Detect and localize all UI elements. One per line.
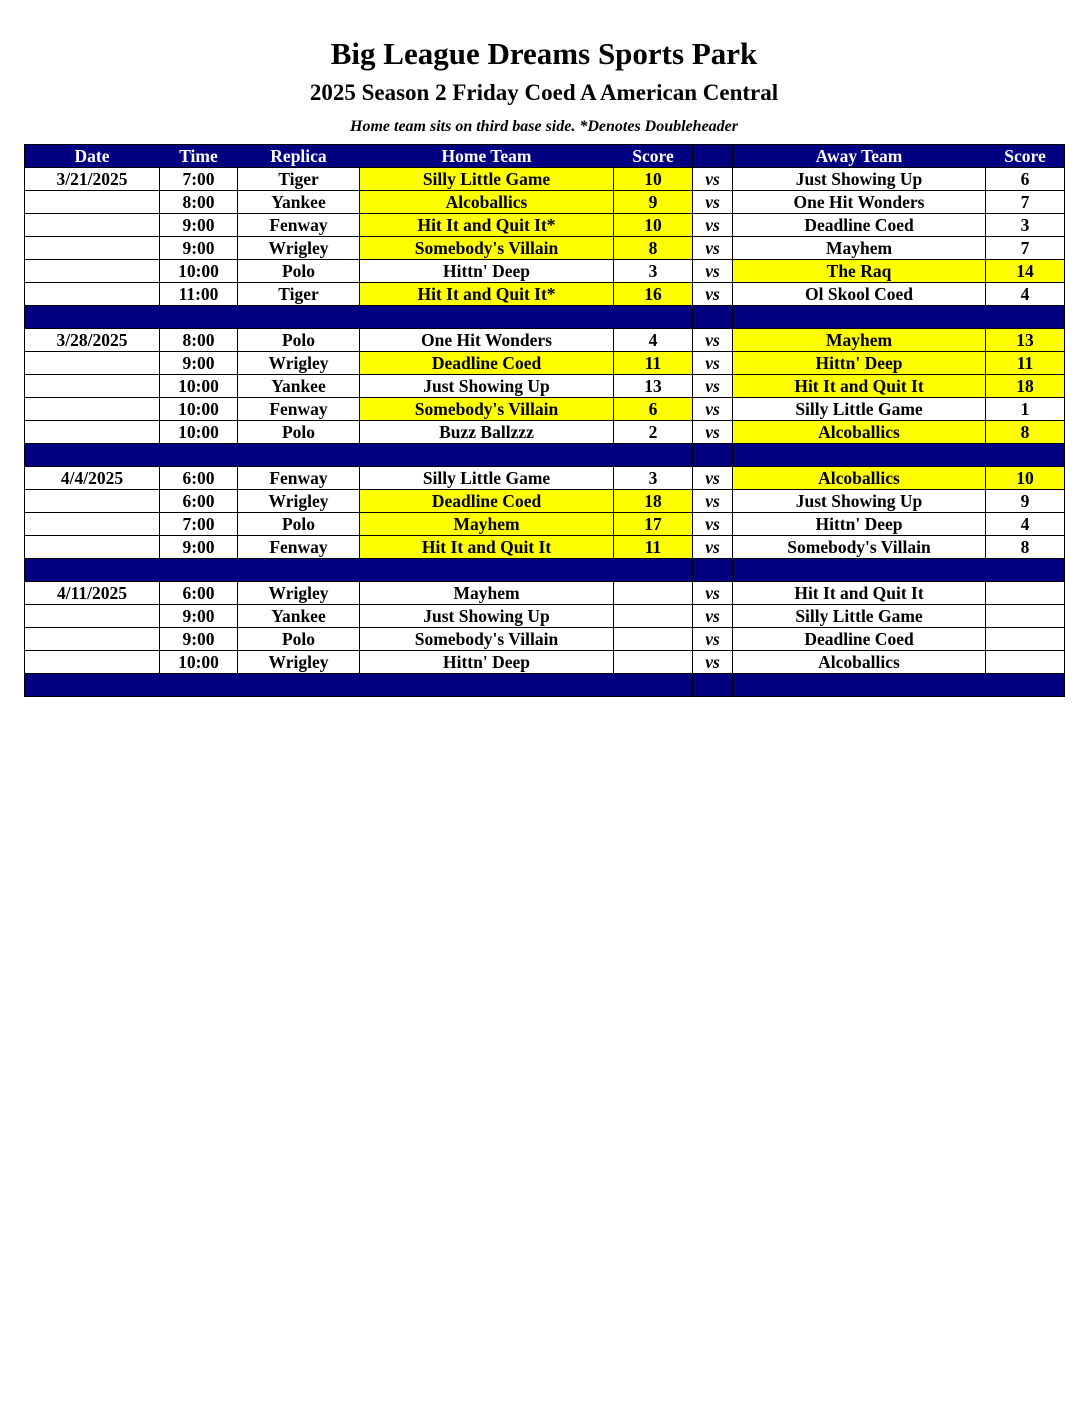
home-score: 6 — [614, 398, 693, 421]
game-date — [25, 237, 160, 260]
field-replica: Fenway — [238, 467, 360, 490]
away-team: Deadline Coed — [733, 628, 986, 651]
game-row — [25, 628, 1065, 651]
field-replica: Yankee — [238, 191, 360, 214]
game-time: 7:00 — [160, 513, 238, 536]
vs-label: vs — [693, 421, 733, 444]
field-replica: Polo — [238, 421, 360, 444]
field-replica: Fenway — [238, 536, 360, 559]
away-score: 18 — [986, 375, 1065, 398]
field-replica: Yankee — [238, 605, 360, 628]
away-team: Just Showing Up — [733, 490, 986, 513]
home-team: Buzz Ballzzz — [360, 421, 614, 444]
home-team: Hittn' Deep — [360, 651, 614, 674]
home-team: Just Showing Up — [360, 375, 614, 398]
away-score: 10 — [986, 467, 1065, 490]
home-team: Deadline Coed — [360, 490, 614, 513]
separator-cell — [986, 444, 1065, 467]
game-time: 6:00 — [160, 467, 238, 490]
game-date — [25, 283, 160, 306]
vs-label: vs — [693, 168, 733, 191]
home-team: Hit It and Quit It* — [360, 214, 614, 237]
away-score: 8 — [986, 421, 1065, 444]
separator-cell — [986, 306, 1065, 329]
week-separator-row — [25, 674, 1065, 697]
page-subtitle: 2025 Season 2 Friday Coed A American Central — [309, 80, 779, 105]
separator-cell — [160, 306, 238, 329]
home-score: 8 — [614, 237, 693, 260]
home-team: Deadline Coed — [360, 352, 614, 375]
away-team: Hittn' Deep — [733, 513, 986, 536]
separator-cell — [160, 559, 238, 582]
home-team: Hittn' Deep — [360, 260, 614, 283]
home-score: 11 — [614, 352, 693, 375]
away-score — [986, 628, 1065, 651]
game-date: 4/4/2025 — [25, 467, 160, 490]
vs-label: vs — [693, 214, 733, 237]
game-row — [25, 513, 1065, 536]
page-title: Big League Dreams Sports Park — [330, 36, 758, 71]
home-team: Hit It and Quit It — [360, 536, 614, 559]
game-row — [25, 168, 1065, 191]
home-team: Silly Little Game — [360, 467, 614, 490]
game-date: 3/28/2025 — [25, 329, 160, 352]
separator-cell — [238, 306, 360, 329]
home-score: 10 — [614, 168, 693, 191]
separator-cell — [614, 674, 693, 697]
separator-cell — [614, 559, 693, 582]
home-score: 17 — [614, 513, 693, 536]
away-score — [986, 651, 1065, 674]
away-score: 3 — [986, 214, 1065, 237]
game-date — [25, 651, 160, 674]
game-row — [25, 490, 1065, 513]
separator-cell — [360, 674, 614, 697]
away-team: Silly Little Game — [733, 398, 986, 421]
vs-label: vs — [693, 467, 733, 490]
game-time: 9:00 — [160, 536, 238, 559]
game-date — [25, 513, 160, 536]
game-time: 11:00 — [160, 283, 238, 306]
game-row — [25, 398, 1065, 421]
home-score: 9 — [614, 191, 693, 214]
game-time: 10:00 — [160, 421, 238, 444]
field-replica: Polo — [238, 513, 360, 536]
game-row — [25, 214, 1065, 237]
home-team: One Hit Wonders — [360, 329, 614, 352]
separator-cell — [986, 674, 1065, 697]
column-header-replica: Replica — [238, 145, 360, 168]
away-score: 14 — [986, 260, 1065, 283]
separator-cell — [25, 559, 160, 582]
away-team: Mayhem — [733, 237, 986, 260]
game-row — [25, 283, 1065, 306]
vs-label: vs — [693, 283, 733, 306]
game-date — [25, 352, 160, 375]
home-score: 3 — [614, 260, 693, 283]
game-time: 7:00 — [160, 168, 238, 191]
separator-cell — [360, 306, 614, 329]
separator-cell — [733, 674, 986, 697]
vs-label: vs — [693, 582, 733, 605]
game-time: 6:00 — [160, 490, 238, 513]
game-row — [25, 260, 1065, 283]
separator-cell — [238, 444, 360, 467]
week-separator-row — [25, 444, 1065, 467]
game-time: 8:00 — [160, 191, 238, 214]
game-date — [25, 536, 160, 559]
separator-cell — [238, 674, 360, 697]
field-replica: Wrigley — [238, 237, 360, 260]
vs-label: vs — [693, 536, 733, 559]
game-date — [25, 214, 160, 237]
home-score: 13 — [614, 375, 693, 398]
separator-cell — [238, 559, 360, 582]
schedule-body — [25, 168, 1065, 697]
away-team: Hit It and Quit It — [733, 582, 986, 605]
away-team: Alcoballics — [733, 467, 986, 490]
away-team: Mayhem — [733, 329, 986, 352]
away-team: Hittn' Deep — [733, 352, 986, 375]
separator-cell — [160, 674, 238, 697]
separator-cell — [733, 306, 986, 329]
separator-cell — [733, 444, 986, 467]
game-row — [25, 375, 1065, 398]
home-score: 16 — [614, 283, 693, 306]
game-time: 6:00 — [160, 582, 238, 605]
home-team: Hit It and Quit It* — [360, 283, 614, 306]
column-header-date: Date — [25, 145, 160, 168]
field-replica: Polo — [238, 260, 360, 283]
game-time: 10:00 — [160, 398, 238, 421]
vs-label: vs — [693, 260, 733, 283]
game-date: 4/11/2025 — [25, 582, 160, 605]
away-score: 6 — [986, 168, 1065, 191]
home-team: Somebody's Villain — [360, 237, 614, 260]
field-replica: Tiger — [238, 168, 360, 191]
game-date — [25, 421, 160, 444]
home-score — [614, 628, 693, 651]
home-team: Silly Little Game — [360, 168, 614, 191]
game-time: 9:00 — [160, 214, 238, 237]
away-team: Somebody's Villain — [733, 536, 986, 559]
column-header-away-score: Score — [986, 145, 1065, 168]
home-team: Alcoballics — [360, 191, 614, 214]
column-header-vs — [693, 145, 733, 168]
vs-label: vs — [693, 191, 733, 214]
vs-label: vs — [693, 398, 733, 421]
away-score — [986, 582, 1065, 605]
separator-cell — [160, 444, 238, 467]
vs-label: vs — [693, 605, 733, 628]
game-date — [25, 260, 160, 283]
column-header-time: Time — [160, 145, 238, 168]
home-score: 3 — [614, 467, 693, 490]
away-team: Deadline Coed — [733, 214, 986, 237]
away-team: Just Showing Up — [733, 168, 986, 191]
away-score: 11 — [986, 352, 1065, 375]
separator-cell — [733, 559, 986, 582]
week-separator-row — [25, 559, 1065, 582]
game-row — [25, 582, 1065, 605]
away-score: 7 — [986, 237, 1065, 260]
game-row — [25, 191, 1065, 214]
away-score: 4 — [986, 513, 1065, 536]
game-date — [25, 628, 160, 651]
game-time: 10:00 — [160, 651, 238, 674]
away-score: 9 — [986, 490, 1065, 513]
away-score — [986, 605, 1065, 628]
vs-label: vs — [693, 651, 733, 674]
home-team: Somebody's Villain — [360, 628, 614, 651]
game-row — [25, 605, 1065, 628]
away-score: 7 — [986, 191, 1065, 214]
separator-cell — [693, 444, 733, 467]
game-time: 9:00 — [160, 352, 238, 375]
separator-cell — [614, 444, 693, 467]
home-score: 2 — [614, 421, 693, 444]
field-replica: Wrigley — [238, 352, 360, 375]
separator-cell — [360, 444, 614, 467]
away-score: 13 — [986, 329, 1065, 352]
game-row — [25, 329, 1065, 352]
vs-label: vs — [693, 490, 733, 513]
away-team: The Raq — [733, 260, 986, 283]
home-score: 11 — [614, 536, 693, 559]
vs-label: vs — [693, 375, 733, 398]
game-date: 3/21/2025 — [25, 168, 160, 191]
field-replica: Wrigley — [238, 582, 360, 605]
away-score: 1 — [986, 398, 1065, 421]
vs-label: vs — [693, 237, 733, 260]
home-team: Mayhem — [360, 582, 614, 605]
field-replica: Fenway — [238, 214, 360, 237]
week-separator-row — [25, 306, 1065, 329]
game-date — [25, 191, 160, 214]
field-replica: Fenway — [238, 398, 360, 421]
home-team: Just Showing Up — [360, 605, 614, 628]
away-team: Alcoballics — [733, 421, 986, 444]
separator-cell — [25, 444, 160, 467]
home-score: 10 — [614, 214, 693, 237]
column-header-home-team: Home Team — [360, 145, 614, 168]
separator-cell — [25, 306, 160, 329]
home-score — [614, 651, 693, 674]
game-row — [25, 536, 1065, 559]
game-time: 9:00 — [160, 605, 238, 628]
field-replica: Wrigley — [238, 651, 360, 674]
away-team: Ol Skool Coed — [733, 283, 986, 306]
schedule-table — [24, 144, 1065, 697]
game-date — [25, 490, 160, 513]
game-time: 9:00 — [160, 237, 238, 260]
away-team: Alcoballics — [733, 651, 986, 674]
vs-label: vs — [693, 628, 733, 651]
away-team: One Hit Wonders — [733, 191, 986, 214]
game-time: 9:00 — [160, 628, 238, 651]
separator-cell — [25, 674, 160, 697]
separator-cell — [693, 559, 733, 582]
home-score — [614, 605, 693, 628]
column-header-away-team: Away Team — [733, 145, 986, 168]
separator-cell — [693, 674, 733, 697]
separator-cell — [986, 559, 1065, 582]
home-team: Somebody's Villain — [360, 398, 614, 421]
vs-label: vs — [693, 352, 733, 375]
game-time: 10:00 — [160, 375, 238, 398]
vs-label: vs — [693, 513, 733, 536]
away-score: 8 — [986, 536, 1065, 559]
game-time: 10:00 — [160, 260, 238, 283]
game-row — [25, 421, 1065, 444]
field-replica: Wrigley — [238, 490, 360, 513]
away-team: Silly Little Game — [733, 605, 986, 628]
header-row — [25, 145, 1065, 168]
vs-label: vs — [693, 329, 733, 352]
home-score — [614, 582, 693, 605]
home-team: Mayhem — [360, 513, 614, 536]
separator-cell — [614, 306, 693, 329]
home-score: 4 — [614, 329, 693, 352]
away-team: Hit It and Quit It — [733, 375, 986, 398]
game-row — [25, 467, 1065, 490]
separator-cell — [360, 559, 614, 582]
field-replica: Tiger — [238, 283, 360, 306]
column-header-home-score: Score — [614, 145, 693, 168]
game-date — [25, 375, 160, 398]
field-replica: Polo — [238, 628, 360, 651]
separator-cell — [693, 306, 733, 329]
field-replica: Yankee — [238, 375, 360, 398]
home-score: 18 — [614, 490, 693, 513]
game-date — [25, 605, 160, 628]
game-row — [25, 352, 1065, 375]
field-replica: Polo — [238, 329, 360, 352]
game-row — [25, 237, 1065, 260]
game-row — [25, 651, 1065, 674]
away-score: 4 — [986, 283, 1065, 306]
game-time: 8:00 — [160, 329, 238, 352]
doubleheader-note: Home team sits on third base side. *Denotes Doubleheader — [350, 118, 738, 135]
game-date — [25, 398, 160, 421]
